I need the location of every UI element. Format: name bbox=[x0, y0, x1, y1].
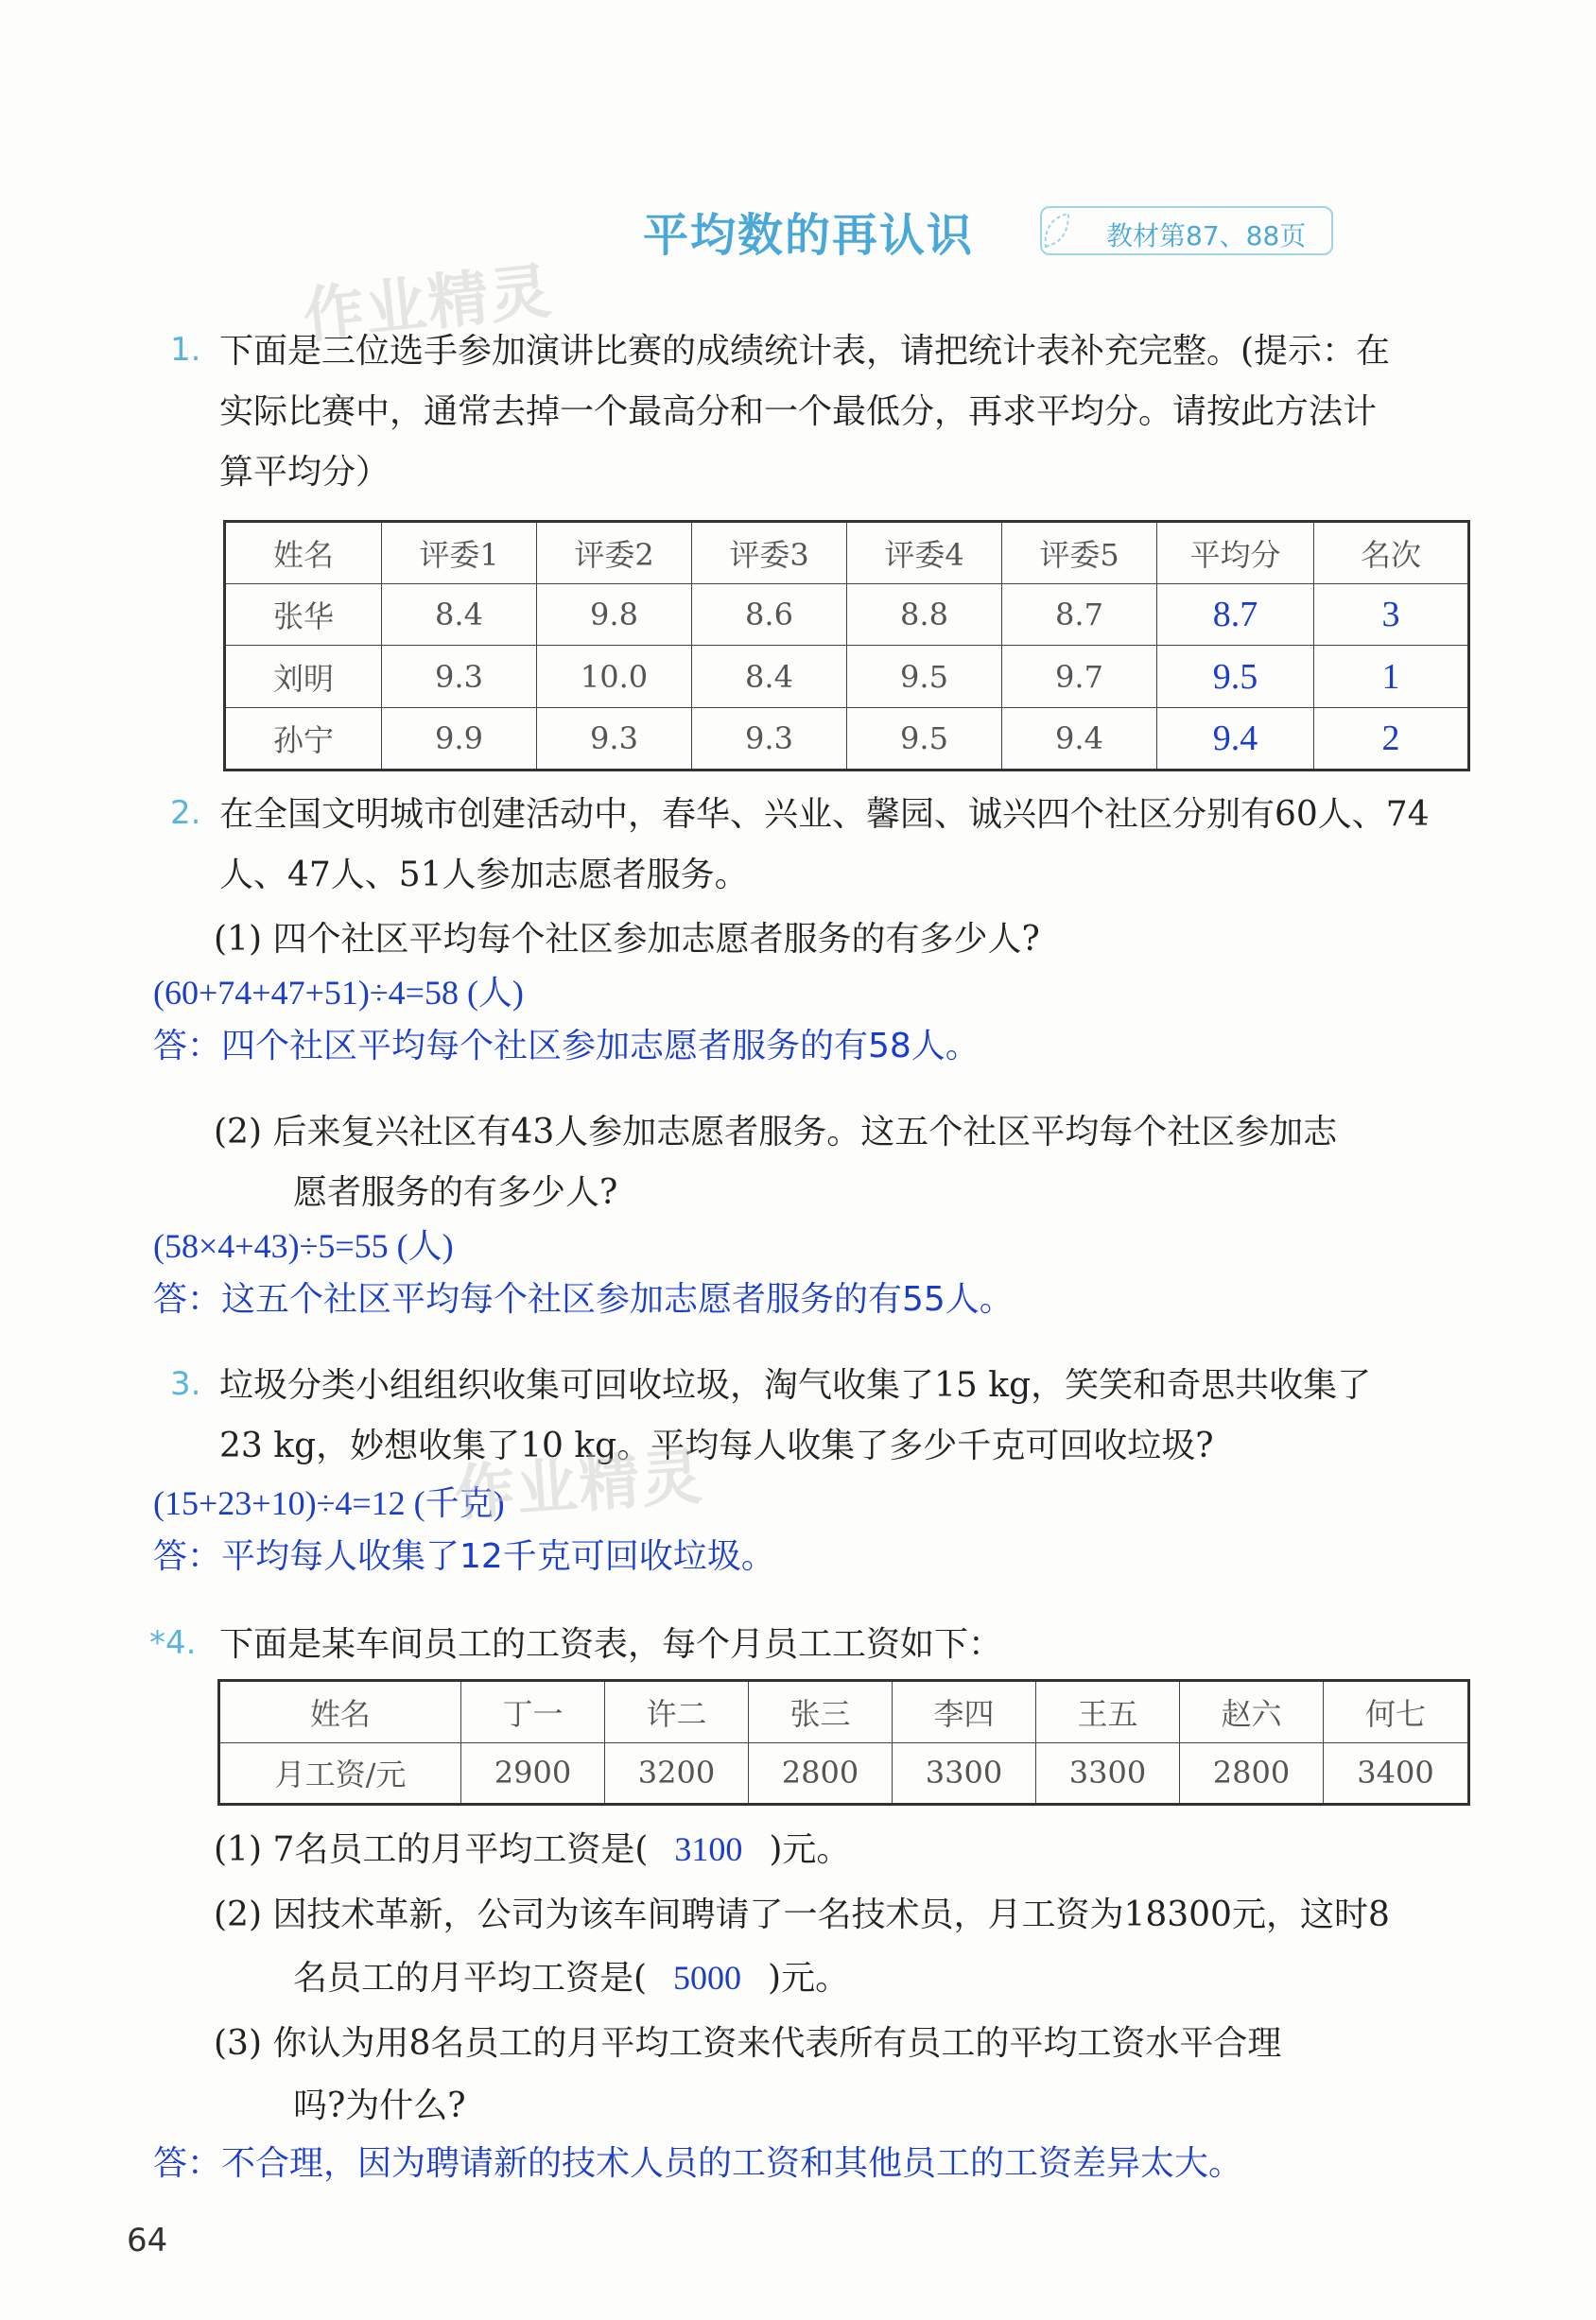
score-cell: 10.0 bbox=[537, 646, 692, 707]
question-1-text-line2: 实际比赛中，通常去掉一个最高分和一个最低分，再求平均分。请按此方法计 bbox=[219, 392, 1378, 431]
question-4-sub1-prefix: (1) 7名员工的月平均工资是( bbox=[214, 1830, 649, 1869]
question-2-sub2-line1: (2) 后来复兴社区有43人参加志愿者服务。这五个社区平均每个社区参加志 bbox=[214, 1113, 1338, 1151]
header-cell: 平均分 bbox=[1157, 522, 1314, 584]
question-2-text-line1: 在全国文明城市创建活动中，春华、兴业、馨园、诚兴四个社区分别有60人、74 bbox=[219, 795, 1430, 834]
page-title: 平均数的再认识 bbox=[643, 209, 975, 262]
question-4-sub2-prefix: 名员工的月平均工资是( bbox=[293, 1959, 648, 1998]
average-answer-cell: 8.7 bbox=[1157, 584, 1314, 646]
wage-cell: 3300 bbox=[1036, 1742, 1180, 1805]
table-row bbox=[219, 1742, 1469, 1805]
wage-cell: 2900 bbox=[461, 1742, 605, 1805]
header-cell: 评委1 bbox=[382, 522, 537, 584]
header-cell: 姓名 bbox=[225, 522, 382, 584]
score-cell: 8.4 bbox=[692, 646, 847, 707]
question-4-sub3-line2: 吗?为什么? bbox=[293, 2086, 466, 2125]
score-cell: 8.8 bbox=[847, 584, 1002, 646]
question-2-answer2-formula: (58×4+43)÷5=55 (人) bbox=[153, 1227, 454, 1265]
header-cell: 名次 bbox=[1314, 522, 1469, 584]
wage-cell: 3400 bbox=[1324, 1742, 1469, 1805]
question-2-sub1: (1) 四个社区平均每个社区参加志愿者服务的有多少人? bbox=[214, 920, 1040, 959]
average-answer-cell: 9.4 bbox=[1157, 707, 1314, 770]
question-2-answer2-text: 答：这五个社区平均每个社区参加志愿者服务的有55人。 bbox=[153, 1280, 1014, 1319]
watermark-logo: 作业精灵 bbox=[452, 1442, 706, 1531]
header-cell: 许二 bbox=[605, 1681, 749, 1743]
score-table bbox=[223, 520, 1470, 771]
question-1-number: 1. bbox=[170, 331, 201, 369]
table-row bbox=[225, 707, 1469, 770]
question-4-sub2-suffix: )元。 bbox=[768, 1959, 850, 1998]
question-3-number: 3. bbox=[170, 1365, 201, 1403]
leaf-icon bbox=[1040, 210, 1076, 251]
question-1-text-line1: 下面是三位选手参加演讲比赛的成绩统计表，请把统计表补充完整。(提示：在 bbox=[219, 332, 1391, 371]
question-4-answer3-text: 答：不合理，因为聘请新的技术人员的工资和其他员工的工资差异太大。 bbox=[153, 2144, 1243, 2183]
table-row bbox=[225, 646, 1469, 707]
score-cell: 9.5 bbox=[847, 707, 1002, 770]
header-cell: 评委2 bbox=[537, 522, 692, 584]
score-cell: 9.5 bbox=[847, 646, 1002, 707]
textbook-badge-text: 教材第87、88页 bbox=[1106, 220, 1307, 251]
question-2-text-line2: 人、47人、51人参加志愿者服务。 bbox=[219, 856, 749, 894]
score-cell: 9.7 bbox=[1002, 646, 1157, 707]
question-4-text-line1: 下面是某车间员工的工资表，每个月员工工资如下： bbox=[219, 1625, 1003, 1664]
question-2-answer1-text: 答：四个社区平均每个社区参加志愿者服务的有58人。 bbox=[153, 1027, 980, 1065]
header-cell: 李四 bbox=[893, 1681, 1036, 1743]
rank-answer-cell: 2 bbox=[1314, 707, 1469, 770]
watermark-logo: 作业精灵 bbox=[300, 256, 556, 353]
header-cell: 丁一 bbox=[461, 1681, 605, 1743]
question-3-text-line1: 垃圾分类小组组织收集可回收垃圾，淘气收集了15 kg，笑笑和奇思共收集了 bbox=[219, 1366, 1372, 1405]
score-cell: 8.7 bbox=[1002, 584, 1157, 646]
score-cell: 9.3 bbox=[382, 646, 537, 707]
wage-cell: 3200 bbox=[605, 1742, 749, 1805]
question-4-sub2-answer: 5000 bbox=[673, 1959, 742, 1997]
wage-cell: 2800 bbox=[749, 1742, 893, 1805]
header-cell: 何七 bbox=[1324, 1681, 1469, 1743]
question-3-text-line2: 23 kg，妙想收集了10 kg。平均每人收集了多少千克可回收垃圾? bbox=[219, 1427, 1214, 1465]
header-cell: 赵六 bbox=[1180, 1681, 1324, 1743]
question-2-answer1-formula: (60+74+47+51)÷4=58 (人) bbox=[153, 974, 524, 1012]
score-cell: 9.9 bbox=[382, 707, 537, 770]
question-4-number: *4. bbox=[149, 1624, 197, 1662]
header-cell: 评委4 bbox=[847, 522, 1002, 584]
rank-answer-cell: 3 bbox=[1314, 584, 1469, 646]
name-cell: 张华 bbox=[225, 584, 382, 646]
header-cell: 评委5 bbox=[1002, 522, 1157, 584]
table-row bbox=[225, 584, 1469, 646]
score-cell: 9.4 bbox=[1002, 707, 1157, 770]
wage-table bbox=[217, 1679, 1470, 1806]
question-3-answer-formula: (15+23+10)÷4=12 (千克) bbox=[153, 1484, 505, 1522]
question-4-sub3-line1: (3) 你认为用8名员工的月平均工资来代表所有员工的平均工资水平合理 bbox=[214, 2024, 1282, 2063]
score-cell: 8.6 bbox=[692, 584, 847, 646]
question-4-sub1-answer: 3100 bbox=[674, 1830, 743, 1868]
question-4-sub2-line2 bbox=[293, 1948, 849, 2009]
question-1-text-line3: 算平均分） bbox=[219, 453, 390, 492]
question-2-sub2-line2: 愿者服务的有多少人? bbox=[293, 1173, 618, 1212]
question-4-sub2-line1: (2) 因技术革新，公司为该车间聘请了一名技术员，月工资为18300元，这时8 bbox=[214, 1896, 1390, 1934]
question-4-sub1-suffix: )元。 bbox=[769, 1830, 851, 1869]
score-cell: 9.3 bbox=[537, 707, 692, 770]
wage-cell: 3300 bbox=[893, 1742, 1036, 1805]
score-cell: 9.3 bbox=[692, 707, 847, 770]
header-cell: 王五 bbox=[1036, 1681, 1180, 1743]
question-3-answer-text: 答：平均每人收集了12千克可回收垃圾。 bbox=[153, 1537, 775, 1576]
score-table-header-row bbox=[225, 522, 1469, 584]
wage-label-cell: 月工资/元 bbox=[219, 1742, 461, 1805]
page-number: 64 bbox=[127, 2222, 168, 2259]
header-cell: 评委3 bbox=[692, 522, 847, 584]
wage-cell: 2800 bbox=[1180, 1742, 1324, 1805]
question-4-sub1 bbox=[214, 1819, 850, 1880]
header-cell: 张三 bbox=[749, 1681, 893, 1743]
average-answer-cell: 9.5 bbox=[1157, 646, 1314, 707]
name-cell: 刘明 bbox=[225, 646, 382, 707]
header-cell: 姓名 bbox=[219, 1681, 461, 1743]
question-2-number: 2. bbox=[170, 794, 201, 832]
score-cell: 8.4 bbox=[382, 584, 537, 646]
score-cell: 9.8 bbox=[537, 584, 692, 646]
name-cell: 孙宁 bbox=[225, 707, 382, 770]
wage-table-header-row bbox=[219, 1681, 1469, 1743]
rank-answer-cell: 1 bbox=[1314, 646, 1469, 707]
